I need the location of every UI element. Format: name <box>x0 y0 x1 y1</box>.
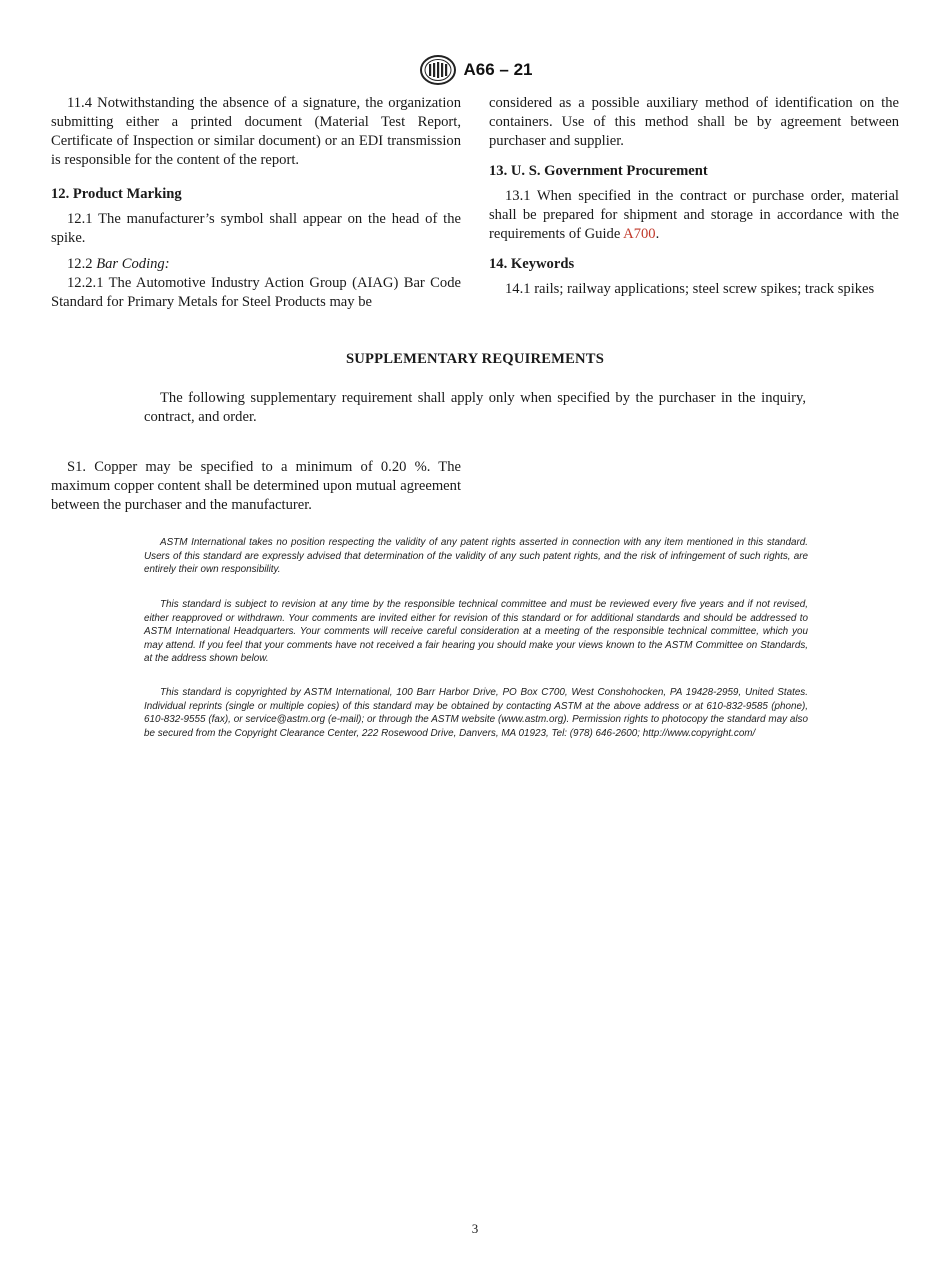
copyright-notice: This standard is copyrighted by ASTM International, 100 Barr Harbor Drive, PO Box C700, West Conshohocken, PA 19428-2959, United States. Individual reprints (single or multiple copies) of this standard may be obtained by contacting ASTM at the above address or at 610-832-9585 (phone), 610-832-9555 (fax), or service@astm.org (e-mail); or through the ASTM website (www.astm.org). Permission rights to photocopy the standard may also be secured from the Copyright Clearance Center, 222 Rosewood Drive, Danvers, MA 01923, Tel: (978) 646-2600; http://www.copyright.com/ <box>144 687 808 739</box>
left-column <box>51 94 461 312</box>
supplementary-intro: The following supplementary requirement shall apply only when specified by the purchaser in the inquiry, contract, and order. <box>144 390 806 425</box>
section-14-heading: 14. Keywords <box>489 256 575 272</box>
paragraph-continuation: considered as a possible auxiliary method of identification on the containers. Use of this method shall be by agreement between purchaser and supplier. <box>489 95 899 149</box>
paragraph-12-2-1: 12.2.1 The Automotive Industry Action Group (AIAG) Bar Code Standard for Primary Metals for Steel Products may be <box>51 275 461 310</box>
right-column <box>489 94 899 299</box>
patent-notice: ASTM International takes no position respecting the validity of any patent rights asserted in connection with any item mentioned in this standard. Users of this standard are expressly advised that determination of the validity of any such patent rights, and the risk of infringement of such rights, are entirely their own responsibility. <box>144 537 808 576</box>
supplementary-s1: S1. Copper may be specified to a minimum of 0.20 %. The maximum copper content shall be determined upon mutual agreement between the purchaser and the manufacturer. <box>51 459 461 513</box>
paragraph-11-4: 11.4 Notwithstanding the absence of a signature, the organization submitting either a printed document (Material Test Report, Certificate of Inspection or similar document) or an EDI transmission is responsible for the content of the report. <box>51 95 461 168</box>
page-header <box>0 54 950 91</box>
paragraph-14-1: 14.1 rails; railway applications; steel screw spikes; track spikes <box>505 281 875 297</box>
revision-notice: This standard is subject to revision at any time by the responsible technical committee and must be reviewed every five years and if not revised, either reapproved or withdrawn. Your comments are invited either for revision of this standard or for additional standards and should be addressed to ASTM International Headquarters. Your comments will receive careful consideration at a meeting of the responsible technical committee, which you may attend. If you feel that your comments have not received a fair hearing you should make your views known to the ASTM Committee on Standards, at the address shown below. <box>144 599 808 665</box>
guide-a700-link[interactable]: A700 <box>623 226 656 242</box>
paragraph-13-1-text: 13.1 When specified in the contract or purchase order, material shall be prepared for shipment and storage in accordance with the requirements of Guide <box>489 188 899 242</box>
paragraph-12-2-number: 12.2 <box>67 256 93 272</box>
paragraph-13-1 <box>489 187 899 244</box>
page-number: 3 <box>471 1221 479 1236</box>
paragraph-12-2 <box>51 255 461 274</box>
section-13-heading: 13. U. S. Government Procurement <box>489 163 708 179</box>
supplementary-title: SUPPLEMENTARY REQUIREMENTS <box>345 351 605 367</box>
paragraph-12-2-title: Bar Coding: <box>96 256 170 272</box>
paragraph-12-1: 12.1 The manufacturer’s symbol shall appear on the head of the spike. <box>51 211 461 246</box>
paragraph-13-1-end: . <box>655 226 660 242</box>
astm-logo-icon <box>418 54 458 86</box>
document-id: A66 – 21 <box>463 60 533 79</box>
section-12-heading: 12. Product Marking <box>51 186 182 202</box>
